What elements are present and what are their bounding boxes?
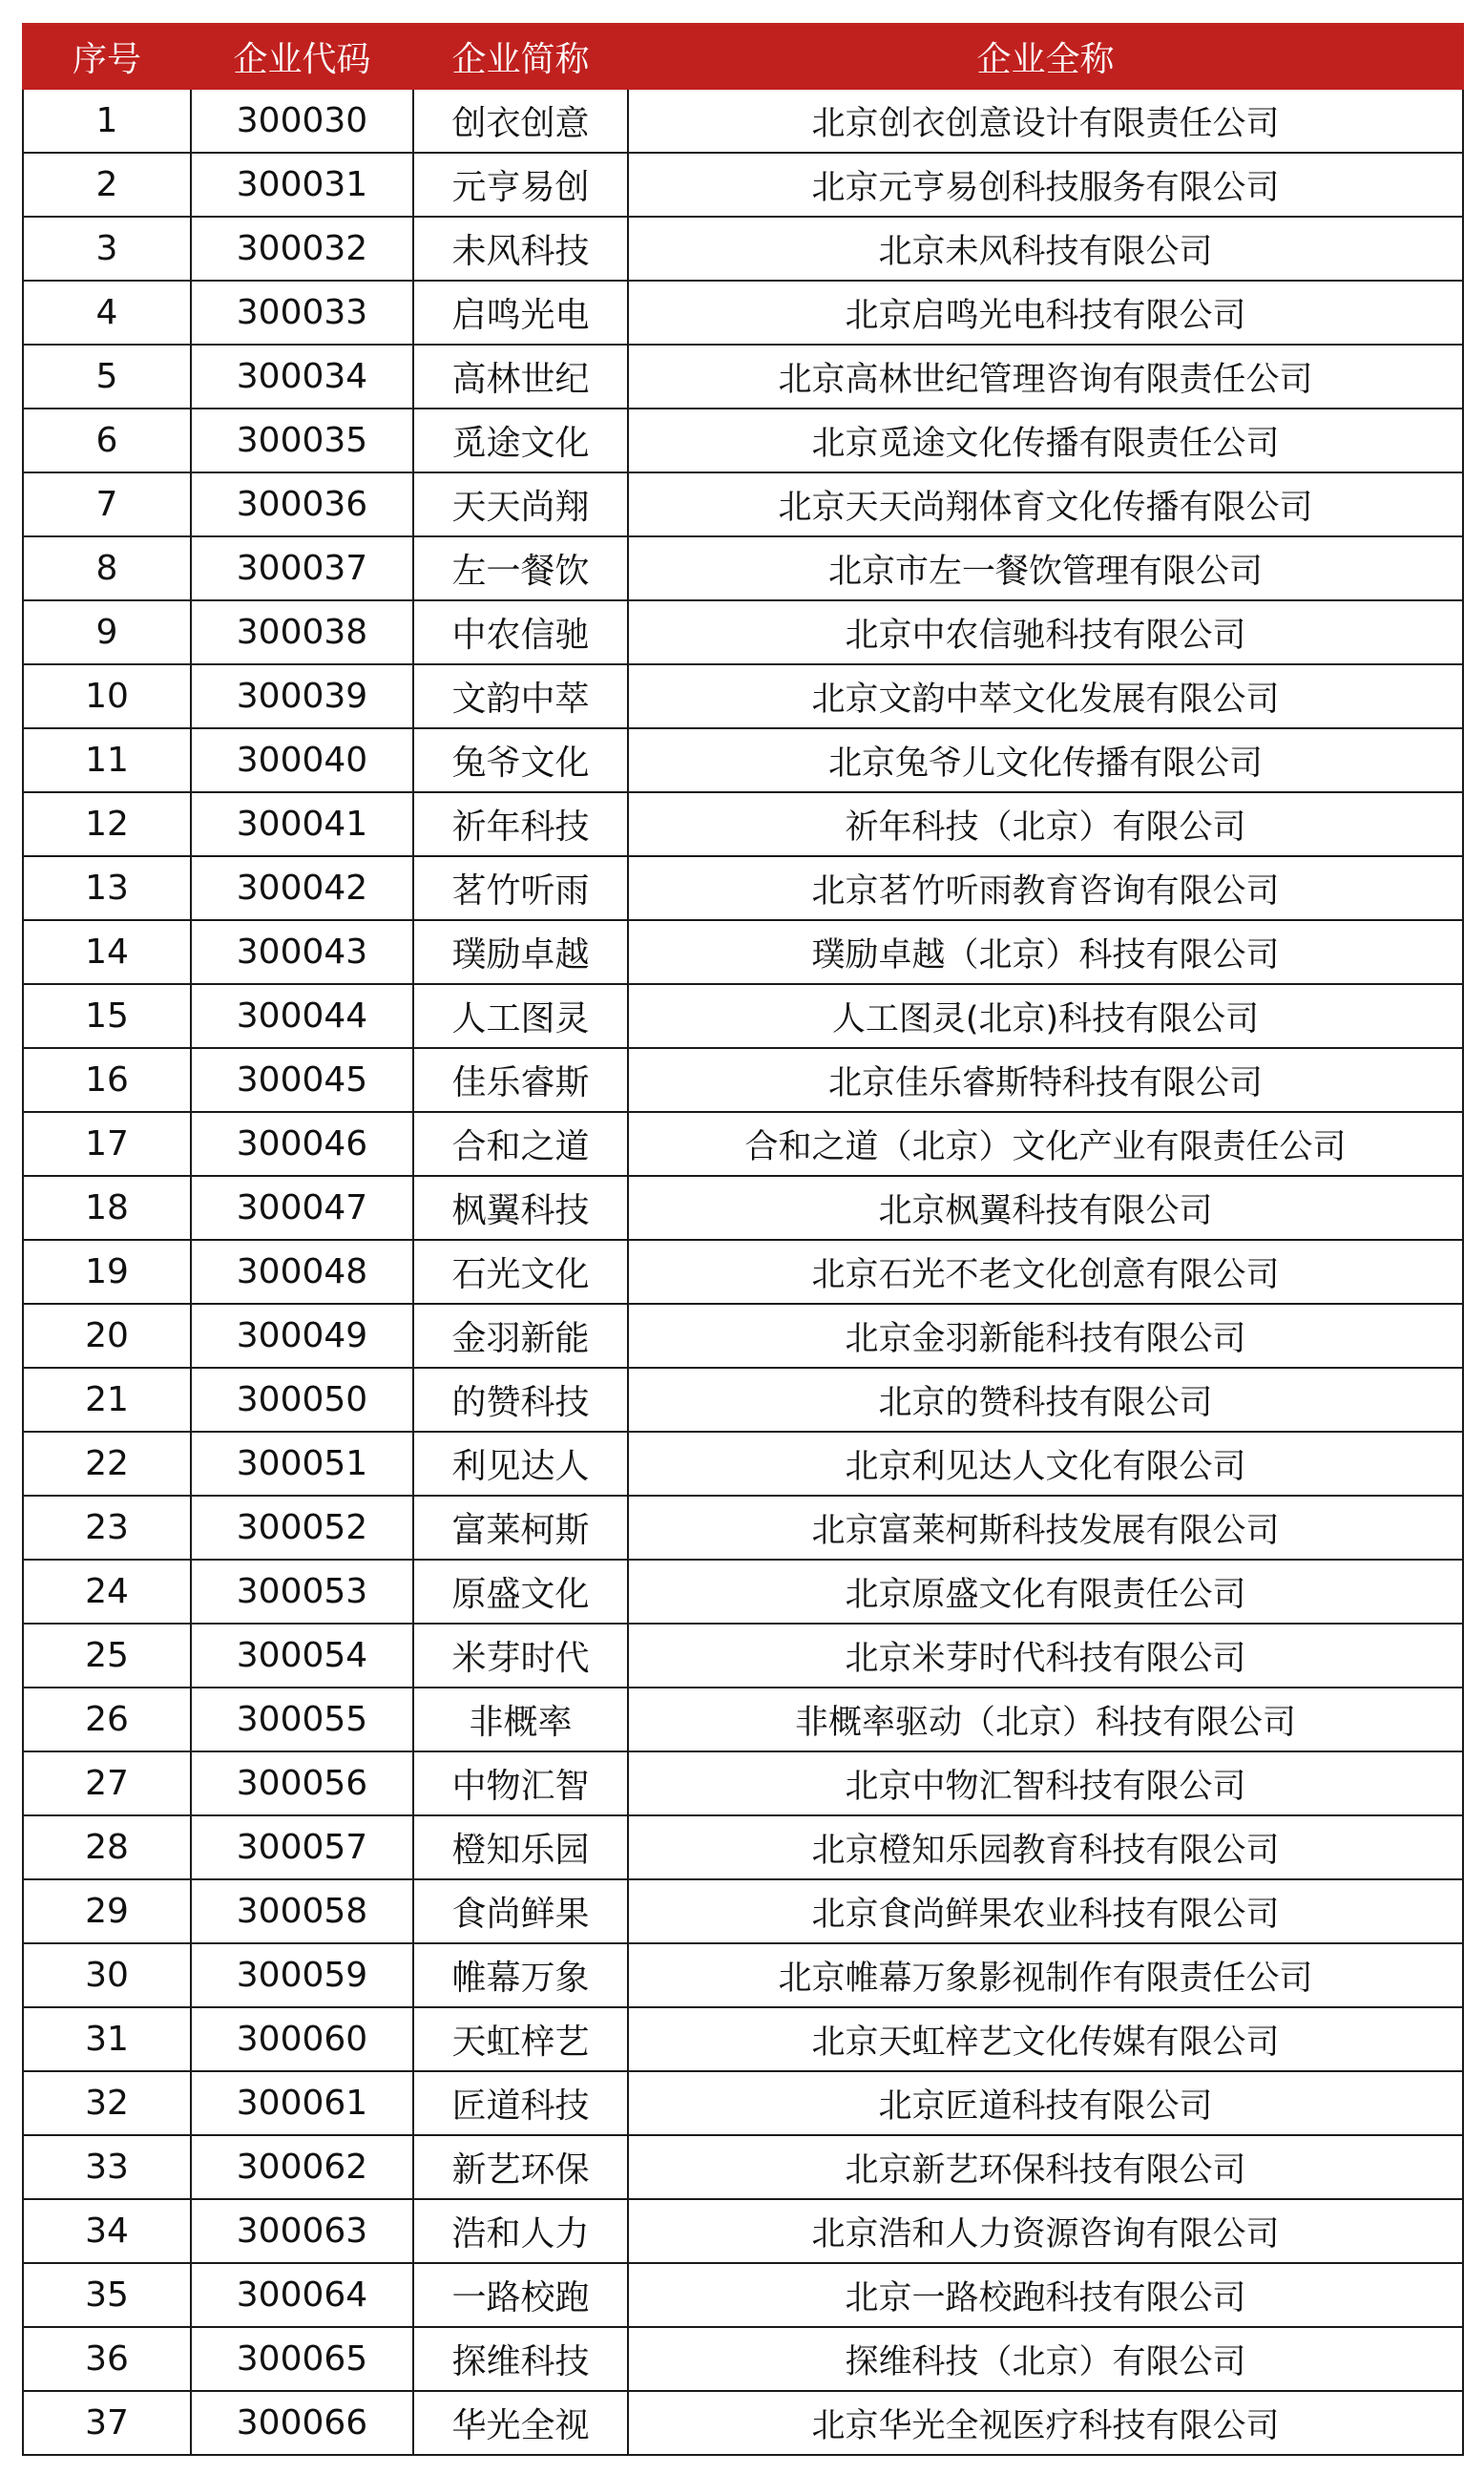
table-row xyxy=(23,1943,1463,2007)
index-cell: 17 xyxy=(23,1112,191,1176)
table-row xyxy=(23,217,1463,281)
code-cell: 300035 xyxy=(191,409,413,472)
index-cell: 19 xyxy=(23,1240,191,1304)
full-name-cell: 北京的赞科技有限公司 xyxy=(628,1368,1463,1432)
table-row xyxy=(23,281,1463,345)
full-name-cell: 北京茗竹听雨教育咨询有限公司 xyxy=(628,856,1463,920)
short-name-cell: 天天尚翔 xyxy=(413,472,628,536)
table-row xyxy=(23,2391,1463,2455)
index-cell: 15 xyxy=(23,984,191,1048)
table-row xyxy=(23,1176,1463,1240)
short-name-cell: 帷幕万象 xyxy=(413,1943,628,2007)
code-cell: 300050 xyxy=(191,1368,413,1432)
short-name-cell: 兔爷文化 xyxy=(413,728,628,792)
table-row xyxy=(23,2199,1463,2263)
index-cell: 21 xyxy=(23,1368,191,1432)
full-name-cell: 北京金羽新能科技有限公司 xyxy=(628,1304,1463,1368)
short-name-cell: 天虹梓艺 xyxy=(413,2007,628,2071)
index-cell: 32 xyxy=(23,2071,191,2135)
full-name-cell: 北京米芽时代科技有限公司 xyxy=(628,1624,1463,1688)
full-name-cell: 北京启鸣光电科技有限公司 xyxy=(628,281,1463,345)
short-name-cell: 人工图灵 xyxy=(413,984,628,1048)
table-row xyxy=(23,1879,1463,1943)
index-cell: 31 xyxy=(23,2007,191,2071)
index-cell: 6 xyxy=(23,409,191,472)
full-name-cell: 北京原盛文化有限责任公司 xyxy=(628,1560,1463,1624)
short-name-cell: 祈年科技 xyxy=(413,792,628,856)
header-short-name: 企业简称 xyxy=(413,24,628,89)
table-row xyxy=(23,2327,1463,2391)
table-row xyxy=(23,1751,1463,1815)
short-name-cell: 石光文化 xyxy=(413,1240,628,1304)
code-cell: 300044 xyxy=(191,984,413,1048)
short-name-cell: 启鸣光电 xyxy=(413,281,628,345)
short-name-cell: 新艺环保 xyxy=(413,2135,628,2199)
short-name-cell: 中物汇智 xyxy=(413,1751,628,1815)
short-name-cell: 米芽时代 xyxy=(413,1624,628,1688)
index-cell: 37 xyxy=(23,2391,191,2455)
code-cell: 300042 xyxy=(191,856,413,920)
full-name-cell: 北京一路校跑科技有限公司 xyxy=(628,2263,1463,2327)
index-cell: 18 xyxy=(23,1176,191,1240)
table-row xyxy=(23,984,1463,1048)
full-name-cell: 北京佳乐睿斯特科技有限公司 xyxy=(628,1048,1463,1112)
table-row xyxy=(23,345,1463,409)
full-name-cell: 北京元亨易创科技服务有限公司 xyxy=(628,153,1463,217)
code-cell: 300063 xyxy=(191,2199,413,2263)
short-name-cell: 探维科技 xyxy=(413,2327,628,2391)
short-name-cell: 合和之道 xyxy=(413,1112,628,1176)
table-row xyxy=(23,856,1463,920)
index-cell: 20 xyxy=(23,1304,191,1368)
table-row xyxy=(23,1112,1463,1176)
code-cell: 300062 xyxy=(191,2135,413,2199)
full-name-cell: 非概率驱动（北京）科技有限公司 xyxy=(628,1688,1463,1751)
code-cell: 300041 xyxy=(191,792,413,856)
code-cell: 300049 xyxy=(191,1304,413,1368)
full-name-cell: 北京觅途文化传播有限责任公司 xyxy=(628,409,1463,472)
short-name-cell: 佳乐睿斯 xyxy=(413,1048,628,1112)
code-cell: 300051 xyxy=(191,1432,413,1496)
company-table xyxy=(22,23,1464,2456)
short-name-cell: 富莱柯斯 xyxy=(413,1496,628,1560)
short-name-cell: 华光全视 xyxy=(413,2391,628,2455)
code-cell: 300060 xyxy=(191,2007,413,2071)
index-cell: 25 xyxy=(23,1624,191,1688)
full-name-cell: 祈年科技（北京）有限公司 xyxy=(628,792,1463,856)
table-row xyxy=(23,2071,1463,2135)
code-cell: 300043 xyxy=(191,920,413,984)
full-name-cell: 北京未风科技有限公司 xyxy=(628,217,1463,281)
code-cell: 300066 xyxy=(191,2391,413,2455)
short-name-cell: 高林世纪 xyxy=(413,345,628,409)
code-cell: 300053 xyxy=(191,1560,413,1624)
code-cell: 300047 xyxy=(191,1176,413,1240)
code-cell: 300055 xyxy=(191,1688,413,1751)
table-row xyxy=(23,472,1463,536)
index-cell: 26 xyxy=(23,1688,191,1751)
table-body xyxy=(23,89,1463,2455)
table-row xyxy=(23,1560,1463,1624)
full-name-cell: 北京富莱柯斯科技发展有限公司 xyxy=(628,1496,1463,1560)
short-name-cell: 文韵中萃 xyxy=(413,664,628,728)
short-name-cell: 觅途文化 xyxy=(413,409,628,472)
code-cell: 300065 xyxy=(191,2327,413,2391)
index-cell: 11 xyxy=(23,728,191,792)
index-cell: 22 xyxy=(23,1432,191,1496)
full-name-cell: 璞励卓越（北京）科技有限公司 xyxy=(628,920,1463,984)
full-name-cell: 北京匠道科技有限公司 xyxy=(628,2071,1463,2135)
table-row xyxy=(23,792,1463,856)
short-name-cell: 浩和人力 xyxy=(413,2199,628,2263)
index-cell: 36 xyxy=(23,2327,191,2391)
short-name-cell: 匠道科技 xyxy=(413,2071,628,2135)
code-cell: 300034 xyxy=(191,345,413,409)
code-cell: 300039 xyxy=(191,664,413,728)
short-name-cell: 茗竹听雨 xyxy=(413,856,628,920)
short-name-cell: 金羽新能 xyxy=(413,1304,628,1368)
table-row xyxy=(23,1240,1463,1304)
full-name-cell: 北京华光全视医疗科技有限公司 xyxy=(628,2391,1463,2455)
table-row xyxy=(23,409,1463,472)
code-cell: 300045 xyxy=(191,1048,413,1112)
table-row xyxy=(23,1688,1463,1751)
full-name-cell: 北京浩和人力资源咨询有限公司 xyxy=(628,2199,1463,2263)
full-name-cell: 探维科技（北京）有限公司 xyxy=(628,2327,1463,2391)
short-name-cell: 创衣创意 xyxy=(413,89,628,153)
index-cell: 7 xyxy=(23,472,191,536)
code-cell: 300056 xyxy=(191,1751,413,1815)
table-row xyxy=(23,1624,1463,1688)
table-row xyxy=(23,600,1463,664)
short-name-cell: 璞励卓越 xyxy=(413,920,628,984)
code-cell: 300061 xyxy=(191,2071,413,2135)
full-name-cell: 合和之道（北京）文化产业有限责任公司 xyxy=(628,1112,1463,1176)
table-row xyxy=(23,2007,1463,2071)
index-cell: 30 xyxy=(23,1943,191,2007)
code-cell: 300037 xyxy=(191,536,413,600)
index-cell: 2 xyxy=(23,153,191,217)
full-name-cell: 北京枫翼科技有限公司 xyxy=(628,1176,1463,1240)
code-cell: 300030 xyxy=(191,89,413,153)
full-name-cell: 北京食尚鲜果农业科技有限公司 xyxy=(628,1879,1463,1943)
full-name-cell: 北京中物汇智科技有限公司 xyxy=(628,1751,1463,1815)
table-row xyxy=(23,1304,1463,1368)
short-name-cell: 未风科技 xyxy=(413,217,628,281)
table-row xyxy=(23,1815,1463,1879)
full-name-cell: 北京利见达人文化有限公司 xyxy=(628,1432,1463,1496)
header-code: 企业代码 xyxy=(191,24,413,89)
header-row xyxy=(23,24,1463,89)
table-row xyxy=(23,153,1463,217)
table-row xyxy=(23,536,1463,600)
code-cell: 300031 xyxy=(191,153,413,217)
index-cell: 16 xyxy=(23,1048,191,1112)
index-cell: 33 xyxy=(23,2135,191,2199)
full-name-cell: 北京市左一餐饮管理有限公司 xyxy=(628,536,1463,600)
index-cell: 12 xyxy=(23,792,191,856)
full-name-cell: 北京新艺环保科技有限公司 xyxy=(628,2135,1463,2199)
full-name-cell: 北京天天尚翔体育文化传播有限公司 xyxy=(628,472,1463,536)
short-name-cell: 左一餐饮 xyxy=(413,536,628,600)
index-cell: 23 xyxy=(23,1496,191,1560)
index-cell: 34 xyxy=(23,2199,191,2263)
table-row xyxy=(23,664,1463,728)
full-name-cell: 北京帷幕万象影视制作有限责任公司 xyxy=(628,1943,1463,2007)
code-cell: 300059 xyxy=(191,1943,413,2007)
table-row xyxy=(23,89,1463,153)
code-cell: 300040 xyxy=(191,728,413,792)
code-cell: 300036 xyxy=(191,472,413,536)
index-cell: 35 xyxy=(23,2263,191,2327)
index-cell: 1 xyxy=(23,89,191,153)
table-row xyxy=(23,1048,1463,1112)
short-name-cell: 枫翼科技 xyxy=(413,1176,628,1240)
short-name-cell: 的赞科技 xyxy=(413,1368,628,1432)
index-cell: 24 xyxy=(23,1560,191,1624)
table-row xyxy=(23,1432,1463,1496)
full-name-cell: 北京橙知乐园教育科技有限公司 xyxy=(628,1815,1463,1879)
index-cell: 27 xyxy=(23,1751,191,1815)
index-cell: 9 xyxy=(23,600,191,664)
table-row xyxy=(23,1496,1463,1560)
table-row xyxy=(23,920,1463,984)
index-cell: 28 xyxy=(23,1815,191,1879)
table-row xyxy=(23,1368,1463,1432)
code-cell: 300064 xyxy=(191,2263,413,2327)
index-cell: 3 xyxy=(23,217,191,281)
index-cell: 5 xyxy=(23,345,191,409)
code-cell: 300038 xyxy=(191,600,413,664)
short-name-cell: 一路校跑 xyxy=(413,2263,628,2327)
full-name-cell: 北京中农信驰科技有限公司 xyxy=(628,600,1463,664)
table-row xyxy=(23,728,1463,792)
short-name-cell: 非概率 xyxy=(413,1688,628,1751)
table-row xyxy=(23,2135,1463,2199)
short-name-cell: 中农信驰 xyxy=(413,600,628,664)
short-name-cell: 原盛文化 xyxy=(413,1560,628,1624)
code-cell: 300048 xyxy=(191,1240,413,1304)
full-name-cell: 人工图灵(北京)科技有限公司 xyxy=(628,984,1463,1048)
table-row xyxy=(23,2263,1463,2327)
code-cell: 300052 xyxy=(191,1496,413,1560)
short-name-cell: 利见达人 xyxy=(413,1432,628,1496)
code-cell: 300058 xyxy=(191,1879,413,1943)
code-cell: 300032 xyxy=(191,217,413,281)
index-cell: 13 xyxy=(23,856,191,920)
short-name-cell: 食尚鲜果 xyxy=(413,1879,628,1943)
code-cell: 300046 xyxy=(191,1112,413,1176)
code-cell: 300057 xyxy=(191,1815,413,1879)
full-name-cell: 北京创衣创意设计有限责任公司 xyxy=(628,89,1463,153)
full-name-cell: 北京高林世纪管理咨询有限责任公司 xyxy=(628,345,1463,409)
index-cell: 4 xyxy=(23,281,191,345)
full-name-cell: 北京石光不老文化创意有限公司 xyxy=(628,1240,1463,1304)
index-cell: 14 xyxy=(23,920,191,984)
header-full-name: 企业全称 xyxy=(628,24,1463,89)
full-name-cell: 北京兔爷儿文化传播有限公司 xyxy=(628,728,1463,792)
index-cell: 10 xyxy=(23,664,191,728)
index-cell: 29 xyxy=(23,1879,191,1943)
short-name-cell: 橙知乐园 xyxy=(413,1815,628,1879)
code-cell: 300033 xyxy=(191,281,413,345)
short-name-cell: 元亨易创 xyxy=(413,153,628,217)
header-index: 序号 xyxy=(23,24,191,89)
code-cell: 300054 xyxy=(191,1624,413,1688)
full-name-cell: 北京天虹梓艺文化传媒有限公司 xyxy=(628,2007,1463,2071)
index-cell: 8 xyxy=(23,536,191,600)
full-name-cell: 北京文韵中萃文化发展有限公司 xyxy=(628,664,1463,728)
